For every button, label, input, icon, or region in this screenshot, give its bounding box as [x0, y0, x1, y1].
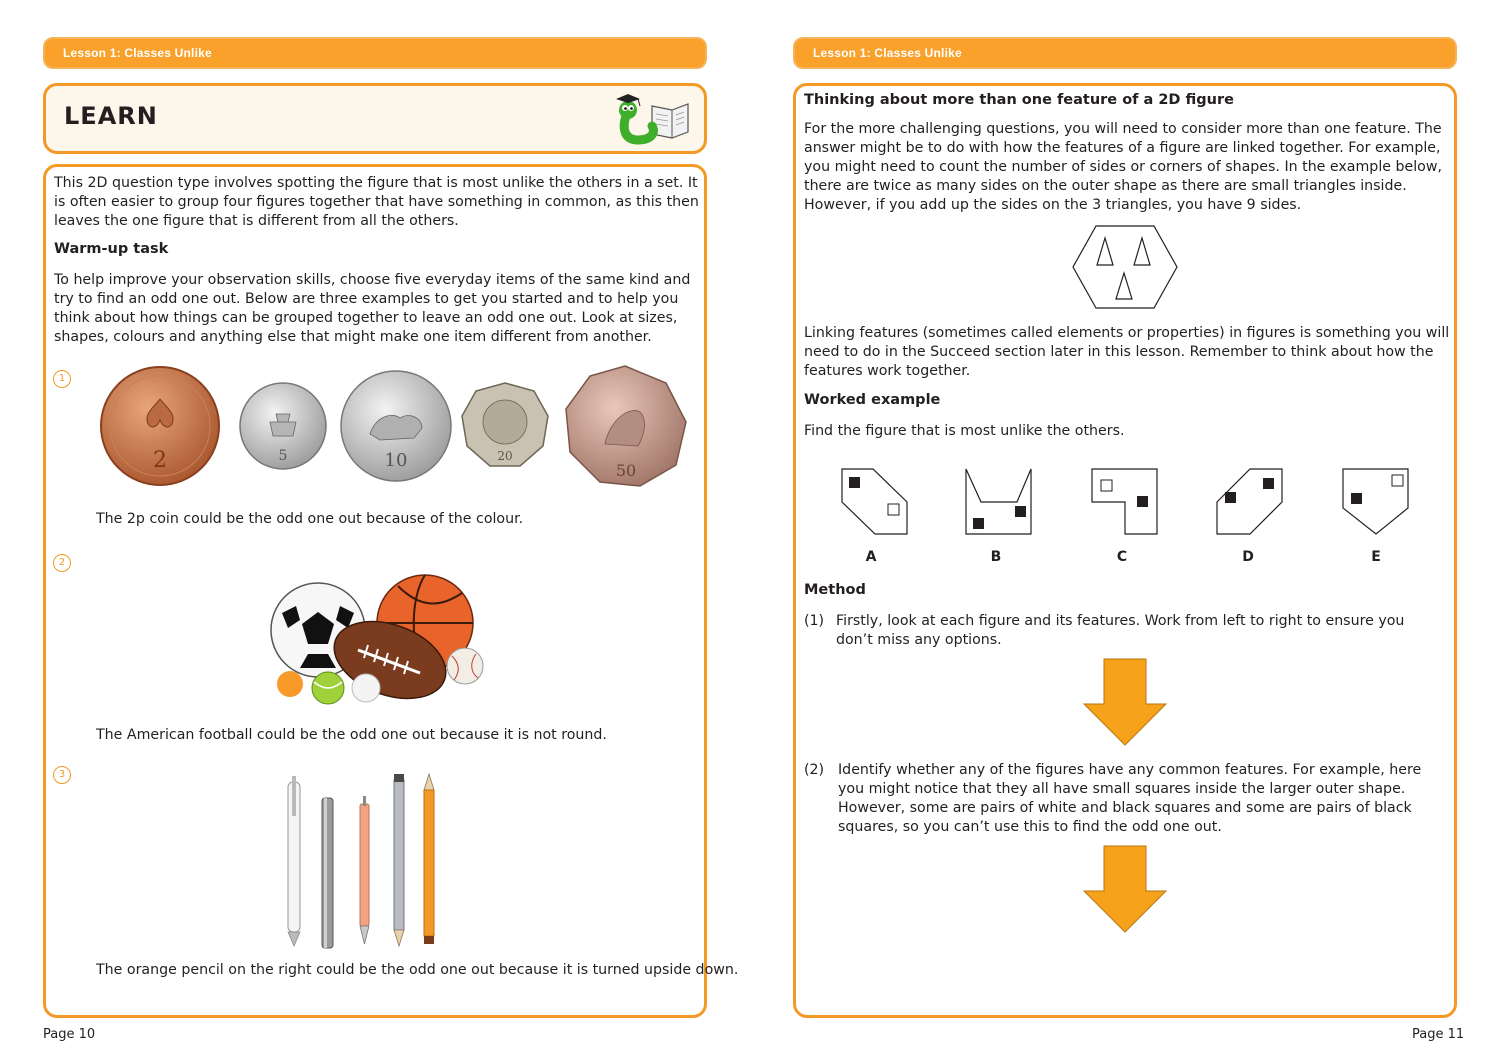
figure-label-a: A	[865, 549, 877, 565]
hexagon-triangles-figure	[1072, 225, 1178, 309]
figure-label-c: C	[1116, 549, 1128, 565]
step-2-text: Identify whether any of the figures have any common features. For example, here you might notice that they all have small squares inside the larger outer shape. However, some are pairs of white and black squares and some are pairs of black squares, so you can’t use this to find the odd one out.	[838, 762, 1422, 835]
example-number-3: 3	[53, 766, 71, 784]
example-1-caption: The 2p coin could be the odd one out because of the colour.	[96, 511, 524, 527]
down-arrow-icon	[1083, 658, 1167, 746]
example-3-caption: The orange pencil on the right could be the odd one out because it is turned upside down.	[96, 962, 739, 978]
learn-title: LEARN	[64, 102, 158, 130]
figure-a	[841, 468, 909, 536]
learn-header-box	[43, 83, 707, 154]
coin-2p-value: 2	[153, 448, 167, 473]
worked-example-prompt: Find the figure that is most unlike the others.	[804, 423, 1125, 439]
figure-d	[1216, 468, 1284, 536]
section-paragraph: For the more challenging questions, you will need to consider more than one feature. The answer might be to do with how the features of a figure are linked together. For example, you might need to count the number of sides or corners of shapes. In the example below, there are twice as many sides on the outer shape as there are small triangles inside. However, if you add up the sides on the 3 triangles, you have 9 sides.	[804, 121, 1442, 213]
warmup-heading: Warm-up task	[54, 241, 169, 257]
step-1-number: (1)	[804, 613, 825, 629]
linking-paragraph: Linking features (sometimes called elements or properties) in figures is something you will need to do in the Succeed section later in this lesson. Remember to think about how the features work together.	[804, 325, 1450, 379]
worked-example-heading: Worked example	[804, 392, 941, 408]
example-number-2: 2	[53, 554, 71, 572]
section-heading: Thinking about more than one feature of a 2D figure	[804, 92, 1234, 108]
down-arrow-icon	[1083, 845, 1167, 933]
coin-5p-value: 5	[278, 448, 288, 464]
lesson-title-bar-left: Lesson 1: Classes Unlike	[43, 37, 707, 69]
figure-label-b: B	[990, 549, 1002, 565]
method-heading: Method	[804, 582, 866, 598]
figure-label-e: E	[1371, 549, 1381, 565]
example-2-caption: The American football could be the odd one out because it is not round.	[96, 727, 607, 743]
sports-balls-image	[270, 578, 485, 706]
intro-paragraph: This 2D question type involves spotting the figure that is most unlike the others in a set. It is often easier to group four figures together that have something in common, as this then leaves the one figure that is different from all the others.	[54, 175, 699, 229]
lesson-title-bar-right: Lesson 1: Classes Unlike	[793, 37, 1457, 69]
coins-image	[100, 364, 690, 488]
pens-and-pencils-image	[278, 774, 448, 950]
warmup-paragraph: To help improve your observation skills, choose five everyday items of the same kind and try to find an odd one out. Below are three examples to get you started and to help you think about how things can be grouped together to leave an odd one out. Look at sizes, shapes, colours and anything else that might make one item different from another.	[54, 272, 691, 345]
step-2-number: (2)	[804, 762, 825, 778]
coin-10p-value: 10	[384, 450, 408, 471]
figure-c	[1091, 468, 1159, 536]
coin-50p-value: 50	[615, 461, 637, 480]
page-number-right: Page 11	[1412, 1027, 1465, 1042]
example-number-1: 1	[53, 370, 71, 388]
coin-20p-value: 20	[497, 449, 513, 463]
page-number-left: Page 10	[43, 1027, 96, 1042]
step-1-text: Firstly, look at each figure and its features. Work from left to right to ensure you don’t miss any options.	[836, 613, 1405, 648]
figure-e	[1342, 468, 1410, 536]
bookworm-icon	[612, 88, 692, 150]
figure-label-d: D	[1242, 549, 1254, 565]
figure-b	[965, 468, 1033, 536]
